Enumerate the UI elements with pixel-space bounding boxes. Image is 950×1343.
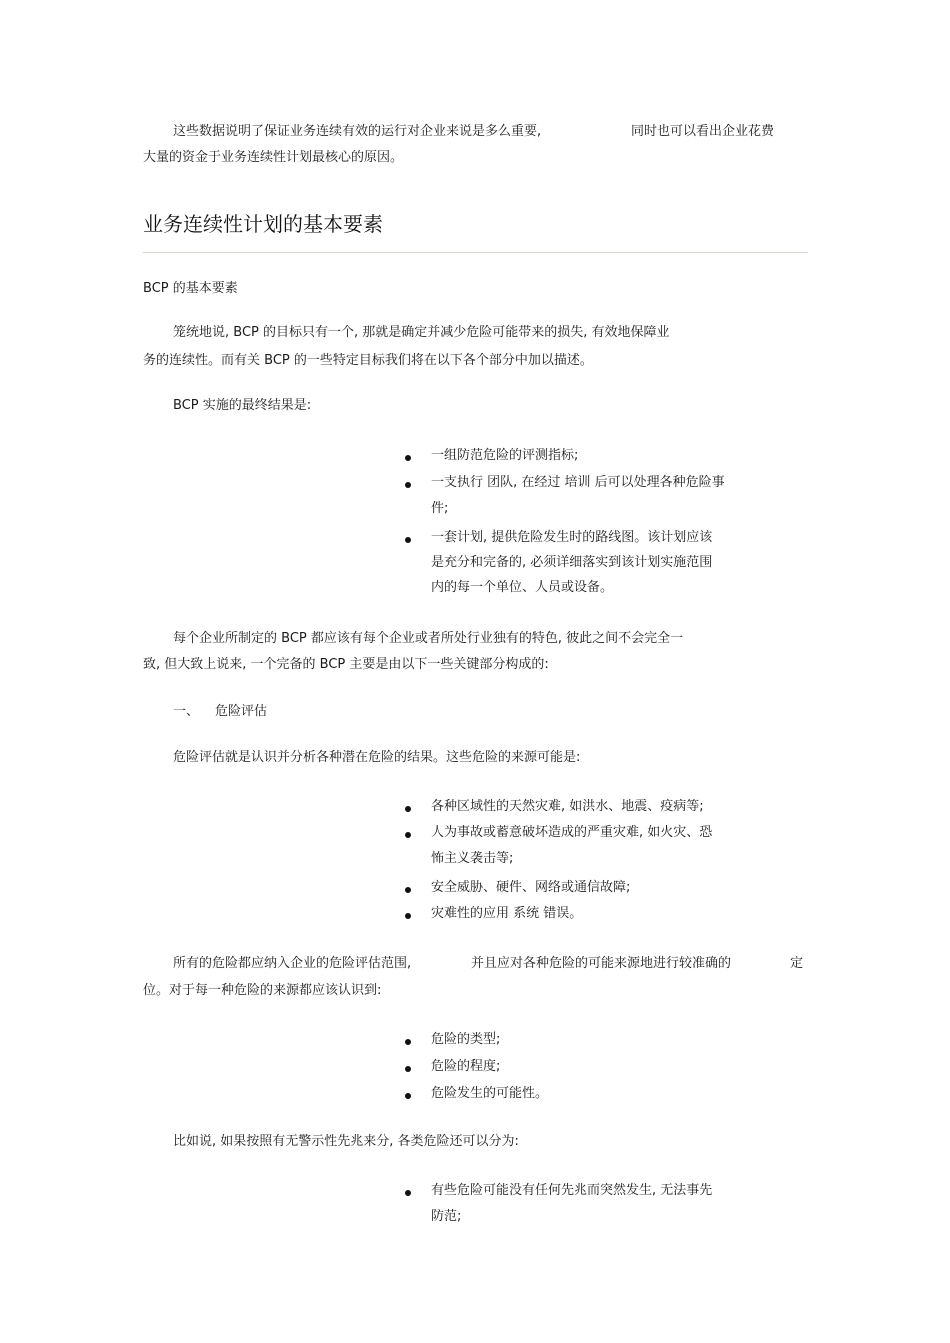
- list-item: 各种区域性的天然灾难, 如洪水、地震、疫病等;: [431, 799, 704, 814]
- list-item: 危险的类型;: [431, 1032, 501, 1047]
- intro-line-2: 大量的资金于业务连续性计划最核心的原因。: [143, 150, 404, 165]
- list-item: 危险的程度;: [431, 1059, 501, 1074]
- list-item-continuation: 怖主义袭击等;: [431, 851, 514, 866]
- list-item: 人为事故或蓄意破坏造成的严重灾难, 如火灾、恐: [431, 825, 713, 840]
- list-item: 危险发生的可能性。: [431, 1086, 549, 1101]
- section1-label: 危险评估: [215, 704, 268, 719]
- para3-line-1: 每个企业所制定的 BCP 都应该有每个企业或者所处行业独有的特色, 彼此之间不会完全一: [173, 631, 684, 646]
- bullet-dot-icon: [405, 1039, 411, 1045]
- bullet-dot-icon: [405, 832, 411, 838]
- list-item: 一套计划, 提供危险发生时的路线图。该计划应该: [431, 530, 713, 545]
- bullet-dot-icon: [405, 482, 411, 488]
- list-item-continuation: 内的每一个单位、人员或设备。: [431, 580, 614, 595]
- para6: 比如说, 如果按照有无警示性先兆来分, 各类危险还可以分为:: [173, 1134, 519, 1149]
- list-item-continuation: 防范;: [431, 1209, 462, 1224]
- para1-line-2: 务的连续性。而有关 BCP 的一些特定目标我们将在以下各个部分中加以描述。: [143, 353, 593, 368]
- section1-number: 一、: [173, 704, 200, 719]
- para1-line-1: 笼统地说, BCP 的目标只有一个, 那就是确定并减少危险可能带来的损失, 有效地保障业: [173, 325, 670, 340]
- bullet-dot-icon: [405, 913, 411, 919]
- para5-line-1b: 并且应对各种危险的可能来源地进行较准确的: [471, 956, 732, 971]
- bullet-dot-icon: [405, 806, 411, 812]
- para4: 危险评估就是认识并分析各种潜在危险的结果。这些危险的来源可能是:: [173, 750, 581, 765]
- list-item-continuation: 是充分和完备的, 必须详细落实到该计划实施范围: [431, 555, 713, 570]
- bullet-dot-icon: [405, 537, 411, 543]
- para5-line-1c: 定: [790, 956, 804, 971]
- bullet-dot-icon: [405, 455, 411, 461]
- list-item-continuation: 件;: [431, 501, 449, 516]
- section-title: 业务连续性计划的基本要素: [143, 212, 383, 236]
- para3-line-2: 致, 但大致上说来, 一个完备的 BCP 主要是由以下一些关键部分构成的:: [143, 657, 549, 672]
- list-item: 有些危险可能没有任何先兆而突然发生, 无法事先: [431, 1183, 713, 1198]
- title-divider: [143, 252, 808, 253]
- bullet-dot-icon: [405, 1066, 411, 1072]
- list-item: 一组防范危险的评测指标;: [431, 448, 579, 463]
- list-item: 一支执行 团队, 在经过 培训 后可以处理各种危险事: [431, 475, 725, 490]
- bullet-dot-icon: [405, 887, 411, 893]
- list-item: 灾难性的应用 系统 错误。: [431, 906, 583, 921]
- intro-line-1a: 这些数据说明了保证业务连续有效的运行对企业来说是多么重要,: [173, 124, 542, 139]
- intro-line-1b: 同时也可以看出企业花费: [631, 124, 775, 139]
- para5-line-2: 位。对于每一种危险的来源都应该认识到:: [143, 983, 382, 998]
- bullet-dot-icon: [405, 1190, 411, 1196]
- bullet-dot-icon: [405, 1093, 411, 1099]
- para2: BCP 实施的最终结果是:: [173, 398, 312, 413]
- para5-line-1a: 所有的危险都应纳入企业的危险评估范围,: [173, 956, 412, 971]
- subheading: BCP 的基本要素: [143, 281, 238, 296]
- list-item: 安全威胁、硬件、网络或通信故障;: [431, 880, 631, 895]
